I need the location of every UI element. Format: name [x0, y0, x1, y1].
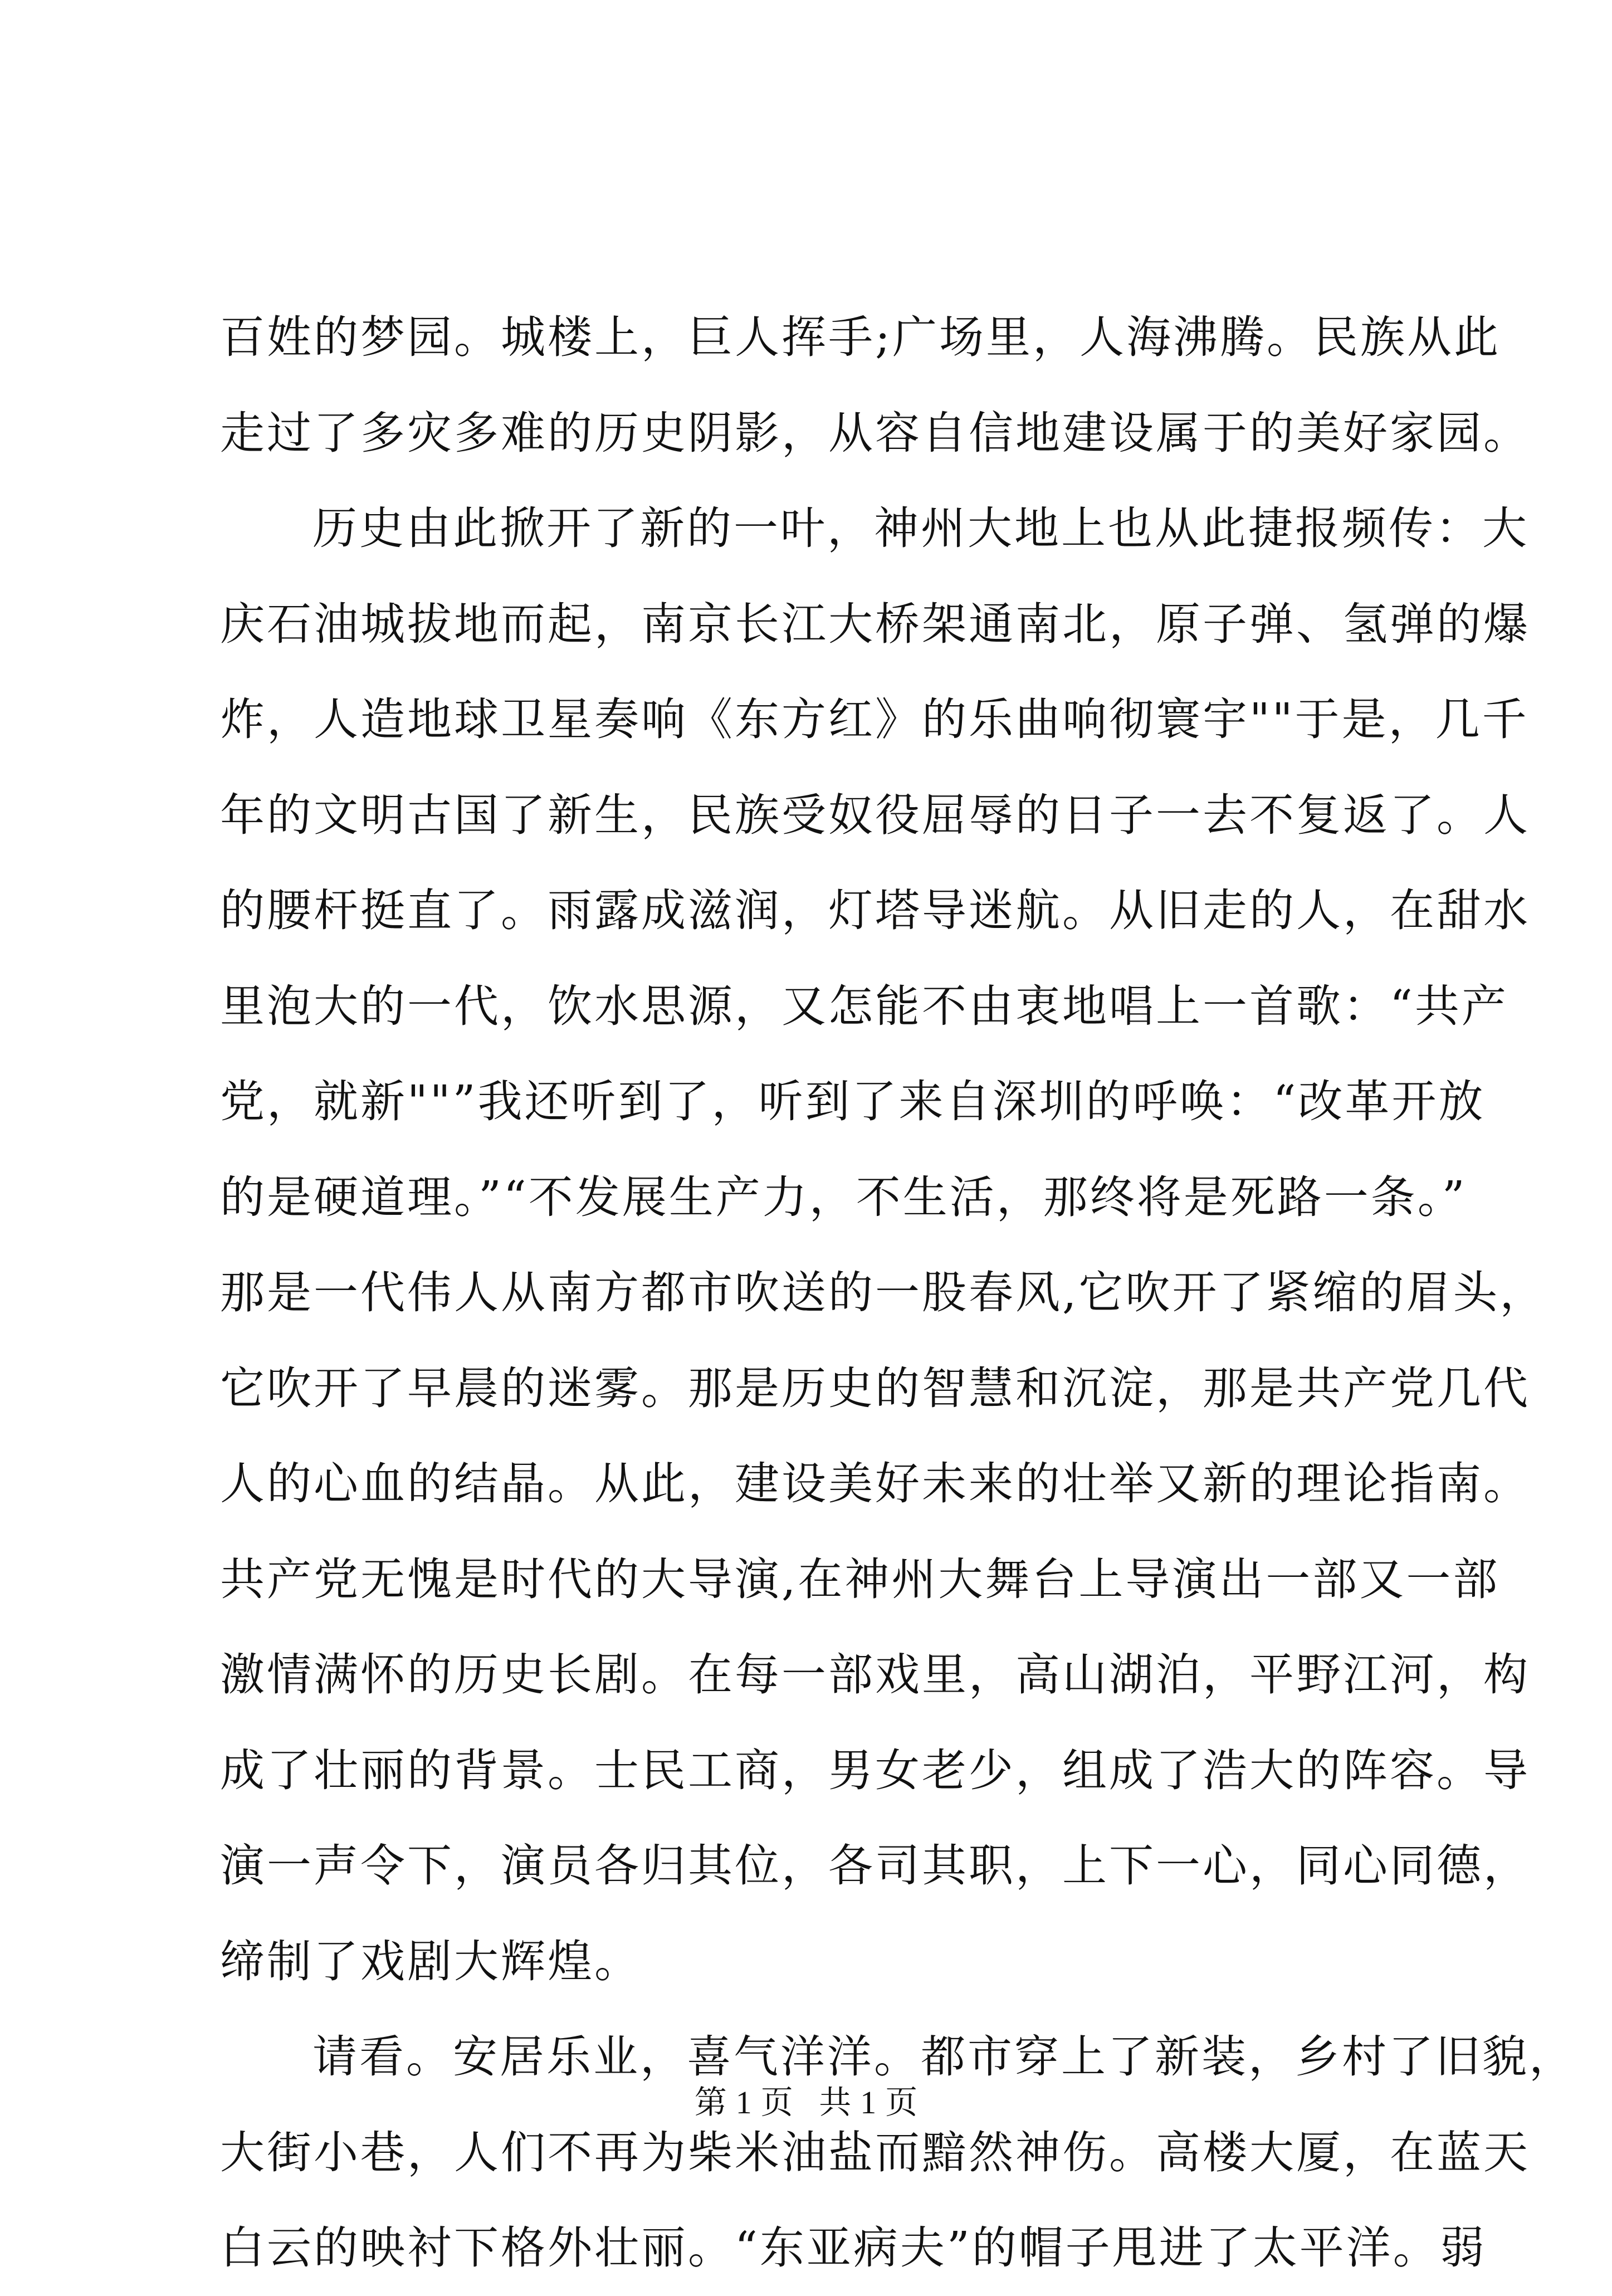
text-line: 的是硬道理。”“不发展生产力，不生活，那终将是死路一条。”: [220, 1171, 1467, 1223]
text-line: 庆石油城拔地而起，南京长江大桥架通南北，原子弹、氢弹的爆: [220, 598, 1530, 650]
text-line: 炸，人造地球卫星奏响《东方红》的乐曲响彻寰宇""于是，几千: [220, 693, 1529, 745]
text-line: 成了壮丽的背景。士民工商，男女老少，组成了浩大的阵容。导: [220, 1744, 1530, 1796]
text-line: 激情满怀的历史长剧。在每一部戏里，高山湖泊，平野江河，构: [220, 1649, 1530, 1701]
total-suffix: 页: [885, 2084, 918, 2121]
text-line: 历史由此掀开了新的一叶，神州大地上也从此捷报频传：大: [312, 502, 1529, 554]
text-line: 白云的映衬下格外壮丽。“东亚病夫”的帽子甩进了太平洋。弱: [220, 2222, 1487, 2274]
text-line: 走过了多灾多难的历史阴影，从容自信地建设属于的美好家园。: [220, 407, 1530, 459]
text-line: 它吹开了早晨的迷雾。那是历史的智慧和沉淀，那是共产党几代: [220, 1362, 1530, 1414]
text-line: 共产党无愧是时代的大导演,在神州大舞台上导演出一部又一部: [220, 1553, 1500, 1605]
text-line: 党，就新""”我还听到了，听到了来自深圳的呼唤：“改革开放: [220, 1076, 1486, 1127]
text-line: 百姓的梦园。城楼上，巨人挥手;广场里，人海沸腾。民族从此: [220, 311, 1501, 363]
total-prefix: 共: [819, 2084, 852, 2121]
text-line: 缔制了戏剧大辉煌。: [220, 1935, 641, 1987]
page-suffix: 页: [760, 2084, 793, 2121]
document-body: [220, 290, 1576, 2296]
text-line: 演一声令下，演员各归其位，各司其职，上下一心，同心同德，: [220, 1840, 1530, 1892]
text-line: 的腰杆挺直了。雨露成滋润，灯塔导迷航。从旧走的人，在甜水: [220, 885, 1530, 936]
page-prefix: 第: [694, 2084, 727, 2121]
text-line: 人的心血的结晶。从此，建设美好未来的壮举又新的理论指南。: [220, 1458, 1530, 1510]
page-footer: [0, 2080, 1612, 2125]
text-line: 年的文明古国了新生，民族受奴役屈辱的日子一去不复返了。人: [220, 789, 1530, 841]
text-line: 请看。安居乐业，喜气洋洋。都市穿上了新装，乡村了旧貌，: [312, 2031, 1576, 2083]
page-label: [690, 2084, 798, 2121]
total-pages: 1: [860, 2084, 877, 2121]
text-line: 那是一代伟人从南方都市吹送的一股春风,它吹开了紧缩的眉头，: [220, 1267, 1547, 1318]
total-pages-label: [814, 2084, 922, 2121]
page-number: 1: [735, 2084, 752, 2121]
text-line: 里泡大的一代，饮水思源，又怎能不由衷地唱上一首歌：“共产: [220, 980, 1508, 1032]
text-line: 大街小巷，人们不再为柴米油盐而黯然神伤。高楼大厦，在蓝天: [220, 2126, 1530, 2178]
